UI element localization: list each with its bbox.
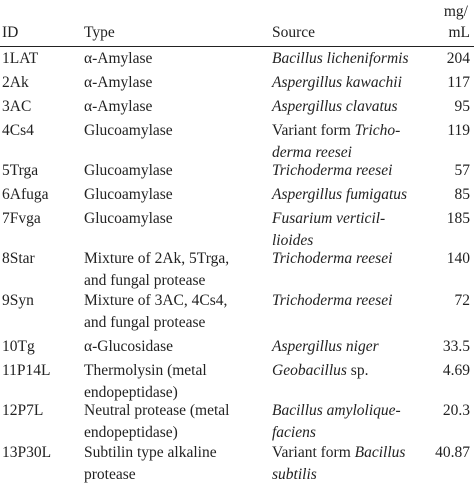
cell-type-line: Subtilin type alkaline [84, 444, 217, 461]
cell-id: 2Ak [2, 74, 29, 91]
header-id: ID [2, 24, 19, 41]
header-source: Source [272, 24, 316, 41]
cell-value: 20.3 [442, 402, 470, 419]
cell-id: 8Star [2, 250, 35, 267]
cell-type-line: and fungal protease [84, 272, 206, 289]
cell-type [84, 248, 264, 292]
cell-source-line [272, 422, 434, 444]
source-fragment: faciens [272, 424, 316, 441]
cell-type [84, 290, 264, 334]
cell-id: 10Tg [2, 338, 35, 355]
cell-type [84, 96, 264, 118]
cell-type [84, 120, 264, 142]
cell-type-line: Glucoamylase [84, 162, 173, 179]
header-value-line1: mg/ [443, 3, 468, 20]
source-fragment: Bacillus amylolique- [272, 402, 401, 419]
source-fragment: Aspergillus kawachii [272, 74, 402, 91]
cell-type-line: Neutral protease (metal [84, 402, 230, 419]
cell-type-line: α-Glucosidase [84, 338, 174, 355]
cell-source-line [272, 464, 434, 486]
source-fragment: derma reesei [272, 144, 352, 161]
cell-type-line: Mixture of 2Ak, 5Trga, [84, 250, 230, 267]
cell-type-line: α-Amylase [84, 50, 153, 67]
source-fragment: lioides [272, 232, 314, 249]
cell-type-line: and fungal protease [84, 314, 206, 331]
cell-value: 117 [447, 74, 470, 91]
source-fragment: Aspergillus niger [272, 338, 379, 355]
cell-type [84, 208, 264, 230]
source-fragment: Aspergillus fumigatus [272, 186, 408, 203]
cell-type [84, 442, 264, 486]
cell-type-line: α-Amylase [84, 74, 153, 91]
source-fragment: Bacillus [354, 444, 406, 461]
cell-value: 4.69 [442, 362, 470, 379]
cell-value: 95 [454, 98, 470, 115]
cell-type-line: endopeptidase) [84, 384, 178, 401]
header-value-line2: mL [448, 24, 470, 41]
cell-type-line: α-Amylase [84, 98, 153, 115]
source-fragment: Variant form [272, 122, 355, 139]
source-fragment: Fusarium verticil- [272, 210, 386, 227]
cell-type [84, 48, 264, 70]
source-fragment: Variant form [272, 444, 355, 461]
source-fragment: Tricho- [354, 122, 401, 139]
cell-type [84, 400, 264, 444]
cell-id: 6Afuga [2, 186, 49, 203]
cell-type-line: Glucoamylase [84, 186, 173, 203]
source-fragment: Geobacillus [272, 362, 347, 379]
cell-type-line: Glucoamylase [84, 210, 173, 227]
cell-id: 7Fvga [2, 210, 41, 227]
source-fragment: subtilis [272, 466, 317, 483]
source-fragment: Bacillus licheniformis [272, 50, 409, 67]
source-fragment: Aspergillus clavatus [272, 98, 398, 115]
cell-id: 1LAT [2, 50, 39, 67]
source-fragment: Trichoderma reesei [272, 162, 393, 179]
cell-type [84, 336, 264, 358]
cell-id: 3AC [2, 98, 32, 115]
cell-value: 85 [454, 186, 470, 203]
cell-type [84, 72, 264, 94]
cell-id: 4Cs4 [2, 122, 34, 139]
header-type: Type [84, 24, 115, 41]
table-header [0, 0, 474, 46]
cell-id: 11P14L [2, 362, 51, 379]
cell-id: 13P30L [2, 444, 52, 461]
cell-value: 40.87 [435, 444, 470, 461]
cell-value: 140 [446, 250, 470, 267]
cell-type-line: Thermolysin (metal [84, 362, 207, 379]
cell-type-line: Glucoamylase [84, 122, 173, 139]
cell-id: 5Trga [2, 162, 39, 179]
cell-type [84, 360, 264, 404]
source-fragment: Trichoderma reesei [272, 250, 393, 267]
source-fragment: sp. [346, 362, 369, 379]
cell-type [84, 184, 264, 206]
cell-value: 33.5 [442, 338, 470, 355]
cell-type [84, 160, 264, 182]
cell-value: 185 [446, 210, 470, 227]
cell-value: 119 [447, 122, 470, 139]
cell-type-line: protease [84, 466, 136, 483]
cell-value: 204 [446, 50, 470, 67]
cell-value: 57 [454, 162, 470, 179]
cell-id: 12P7L [2, 402, 44, 419]
cell-type-line: Mixture of 3AC, 4Cs4, [84, 292, 228, 309]
cell-type-line: endopeptidase) [84, 424, 178, 441]
cell-id: 9Syn [2, 292, 34, 309]
cell-value: 72 [454, 292, 470, 309]
source-fragment: Trichoderma reesei [272, 292, 393, 309]
